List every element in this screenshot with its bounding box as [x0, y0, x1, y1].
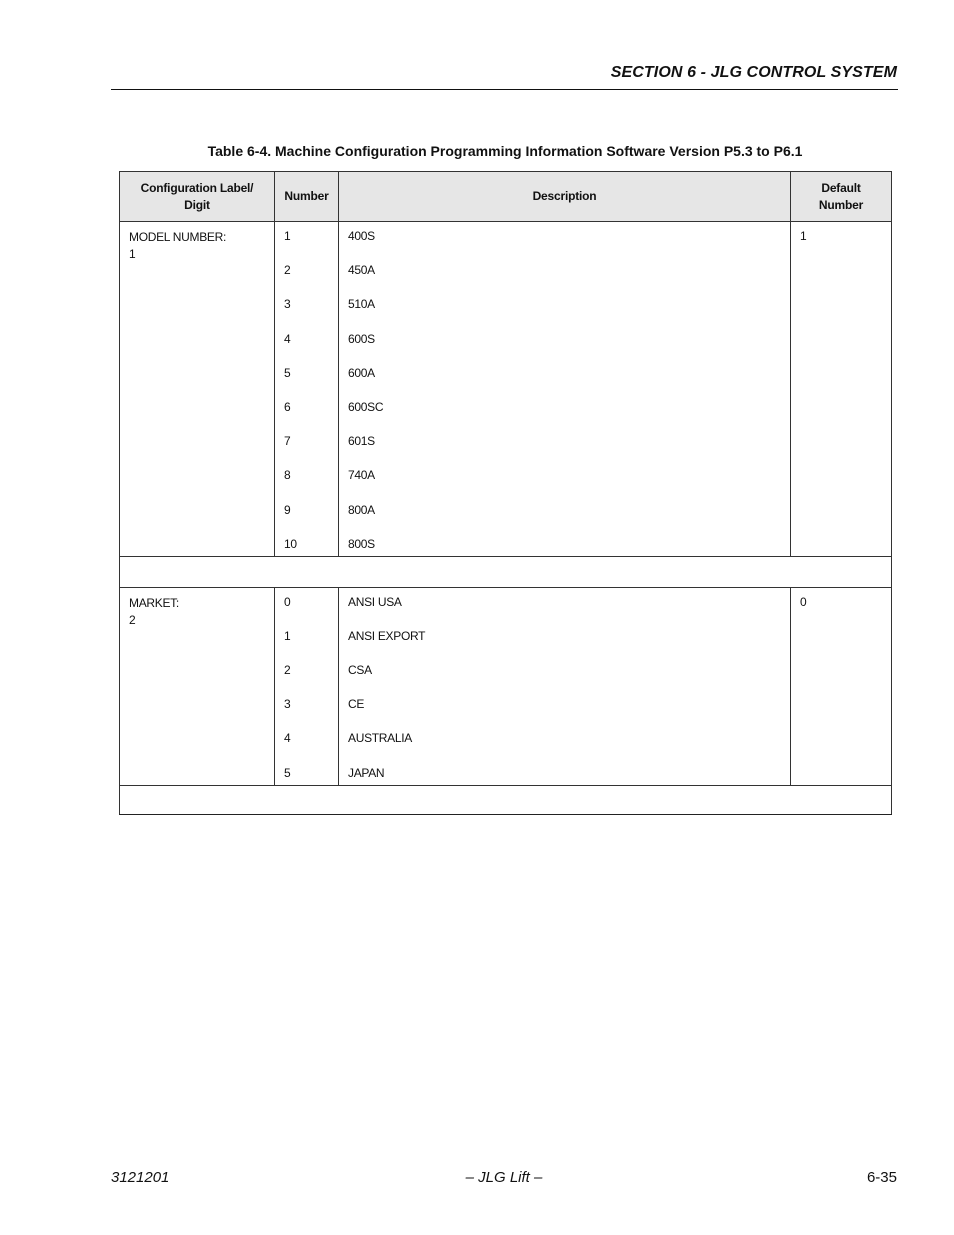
option-number: 2 — [284, 263, 291, 278]
option-description: 600S — [348, 331, 375, 346]
default-number-cell — [791, 587, 892, 785]
section-title: SECTION 6 - JLG CONTROL SYSTEM — [610, 64, 897, 81]
config-digit: 1 — [129, 247, 136, 261]
column-header-label — [120, 172, 275, 222]
option-description: 450A — [348, 263, 375, 278]
option-number: 4 — [284, 331, 291, 346]
header-divider — [111, 89, 898, 90]
config-label: MARKET: — [129, 595, 179, 610]
machine-configuration-table — [119, 171, 892, 815]
option-description: 600SC — [348, 399, 384, 414]
option-description: 740A — [348, 468, 375, 483]
option-description: 800A — [348, 502, 375, 517]
column-header-description: Description — [339, 172, 791, 222]
option-number: 2 — [284, 663, 291, 678]
number-list-cell — [275, 587, 339, 785]
option-description: ANSI USA — [348, 594, 402, 609]
option-number: 1 — [284, 628, 291, 643]
number-list-cell — [275, 222, 339, 557]
option-number: 10 — [284, 536, 297, 551]
column-header-label-line2: Digit — [184, 197, 210, 212]
column-header-default-line2: Number — [818, 197, 864, 212]
option-description: CSA — [348, 663, 372, 678]
option-description: 400S — [348, 229, 375, 243]
column-header-number: Number — [275, 172, 339, 222]
default-number-cell — [791, 222, 892, 557]
description-list-cell — [339, 222, 791, 557]
option-number: 3 — [284, 297, 291, 312]
config-label-cell — [120, 222, 275, 557]
option-description: ANSI EXPORT — [348, 628, 426, 643]
option-description: JAPAN — [348, 765, 385, 780]
config-label: MODEL NUMBER: — [129, 230, 226, 244]
option-description: 510A — [348, 297, 375, 312]
table-spacer-row — [120, 785, 892, 814]
option-description: CE — [348, 697, 365, 712]
column-header-default-line1: Default — [821, 180, 861, 195]
spacer-cell — [120, 556, 892, 587]
config-label-cell — [120, 587, 275, 785]
footer-brand: – JLG Lift – — [465, 1169, 543, 1186]
page-number: 6-35 — [866, 1169, 897, 1186]
option-number: 4 — [284, 731, 291, 746]
option-number: 5 — [284, 765, 291, 780]
option-number: 9 — [284, 502, 291, 517]
option-description: 600A — [348, 365, 375, 380]
option-description: 601S — [348, 434, 375, 449]
description-list-cell — [339, 587, 791, 785]
default-number: 0 — [800, 594, 807, 609]
spacer-cell — [120, 785, 892, 814]
table-row-model-number — [120, 222, 892, 557]
option-number: 7 — [284, 434, 291, 449]
config-digit: 2 — [129, 612, 136, 627]
column-header-label-line1: Configuration Label/ — [140, 180, 254, 195]
option-description: AUSTRALIA — [348, 731, 412, 746]
table-caption: Table 6-4. Machine Configuration Programming Information Software Version P5.3 to P6.1 — [207, 143, 803, 159]
option-number: 0 — [284, 594, 291, 609]
default-number: 1 — [800, 229, 807, 243]
table-header-row — [120, 172, 892, 222]
option-number: 3 — [284, 697, 291, 712]
document-number: 3121201 — [111, 1169, 170, 1186]
column-header-default — [791, 172, 892, 222]
option-description: 800S — [348, 536, 375, 551]
option-number: 8 — [284, 468, 291, 483]
table-row-market — [120, 587, 892, 785]
option-number: 1 — [284, 229, 291, 243]
option-number: 5 — [284, 365, 291, 380]
table-spacer-row — [120, 556, 892, 587]
option-number: 6 — [284, 399, 291, 414]
